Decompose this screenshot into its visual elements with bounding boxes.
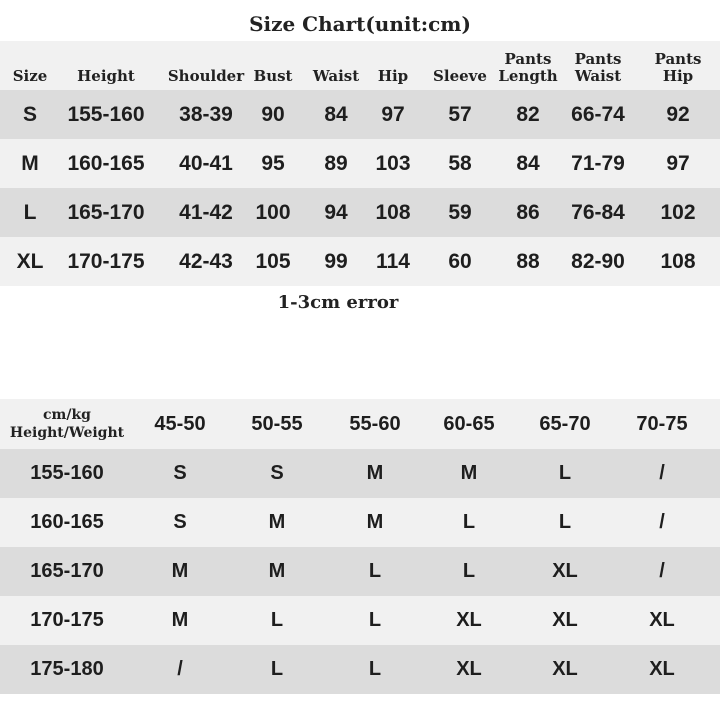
- measurement-cell: 99: [324, 249, 348, 273]
- measurement-cell: 41-42: [179, 200, 233, 224]
- header-label-line: Height: [77, 67, 135, 85]
- weight-table-row: [0, 547, 720, 596]
- measurement-cell: 155-160: [67, 102, 145, 126]
- height-weight-table: [0, 399, 720, 694]
- height-weight-corner-cell: [0, 399, 134, 449]
- size-table-header-cell: [562, 41, 634, 90]
- header-label-group: [498, 51, 557, 85]
- size-table-header-cell: [60, 41, 152, 90]
- recommended-size-cell: XL: [552, 658, 578, 680]
- measurement-cell: 82-90: [571, 249, 625, 273]
- measurement-cell: 103: [375, 151, 411, 175]
- recommended-size-cell: L: [558, 511, 572, 533]
- measurement-cell: 84: [516, 151, 540, 175]
- recommended-size-cell: L: [462, 560, 476, 582]
- header-label-group: [254, 68, 293, 85]
- weight-table-row: [0, 498, 720, 547]
- size-table-row: [0, 188, 720, 237]
- size-table-header-cell: [424, 41, 496, 90]
- size-label-cell: L: [23, 200, 37, 224]
- height-range-cell: 160-165: [30, 511, 104, 533]
- recommended-size-cell: L: [270, 609, 284, 631]
- measurement-cell: 90: [261, 102, 285, 126]
- measurement-cell: 95: [261, 151, 285, 175]
- measurement-cell: 114: [376, 249, 410, 273]
- header-label-line: Pants: [504, 50, 552, 68]
- size-table-header-cell: [305, 41, 367, 90]
- recommended-size-cell: S: [173, 462, 187, 484]
- recommended-size-cell: L: [270, 658, 284, 680]
- header-label-line: Pants: [574, 50, 622, 68]
- recommended-size-cell: XL: [456, 609, 482, 631]
- weight-table-row: [0, 449, 720, 498]
- weight-table-row: [0, 645, 720, 694]
- header-label-line: Sleeve: [433, 67, 487, 85]
- measurement-cell: 38-39: [179, 102, 233, 126]
- error-note: 1-3cm error: [277, 292, 399, 313]
- recommended-size-cell: XL: [552, 560, 578, 582]
- measurement-cell: 66-74: [571, 102, 625, 126]
- header-label-line: Pants: [654, 50, 702, 68]
- size-table-row: [0, 237, 720, 286]
- header-label-group: [77, 68, 135, 85]
- size-table-row: [0, 139, 720, 188]
- corner-unit-label: cm/kg: [43, 407, 91, 423]
- recommended-size-cell: L: [558, 462, 572, 484]
- header-label-group: [313, 68, 359, 85]
- measurement-cell: 94: [324, 200, 348, 224]
- measurement-cell: 88: [516, 249, 540, 273]
- measurement-cell: 100: [255, 200, 291, 224]
- measurement-cell: 108: [375, 200, 411, 224]
- measurement-cell: 59: [448, 200, 472, 224]
- recommended-size-cell: M: [268, 560, 286, 582]
- size-table: [0, 41, 720, 286]
- recommended-size-cell: L: [368, 609, 382, 631]
- size-table-header-row: [0, 41, 720, 90]
- header-label-group: [168, 68, 244, 85]
- recommended-size-cell: XL: [649, 658, 675, 680]
- weight-range-header-cell: 55-60: [349, 412, 401, 435]
- recommended-size-cell: /: [659, 560, 665, 582]
- size-table-header-cell: [492, 41, 564, 90]
- size-table-header-cell: [0, 41, 60, 90]
- measurement-cell: 97: [381, 102, 405, 126]
- measurement-cell: 84: [324, 102, 348, 126]
- height-range-cell: 155-160: [30, 462, 104, 484]
- size-table-header-cell: [636, 41, 720, 90]
- header-label-line: Length: [498, 67, 558, 85]
- weight-table-row: [0, 596, 720, 645]
- measurement-cell: 108: [660, 249, 696, 273]
- measurement-cell: 170-175: [67, 249, 145, 273]
- measurement-cell: 40-41: [179, 151, 233, 175]
- recommended-size-cell: M: [366, 462, 384, 484]
- measurement-cell: 97: [666, 151, 690, 175]
- size-label-cell: M: [21, 151, 39, 175]
- weight-range-header-cell: 60-65: [443, 412, 495, 435]
- measurement-cell: 71-79: [571, 151, 625, 175]
- size-table-header-cell: [245, 41, 301, 90]
- measurement-cell: 57: [448, 102, 472, 126]
- weight-range-header-cell: 65-70: [539, 412, 591, 435]
- measurement-cell: 160-165: [67, 151, 145, 175]
- recommended-size-cell: S: [173, 511, 187, 533]
- header-label-group: [433, 68, 487, 85]
- header-label-line: Size: [12, 67, 48, 85]
- weight-range-header-cell: 70-75: [636, 412, 688, 435]
- recommended-size-cell: XL: [649, 609, 675, 631]
- size-label-cell: S: [22, 102, 37, 126]
- header-label-group: [575, 51, 622, 85]
- measurement-cell: 60: [448, 249, 472, 273]
- recommended-size-cell: L: [462, 511, 476, 533]
- height-range-cell: 165-170: [30, 560, 104, 582]
- measurement-cell: 86: [516, 200, 540, 224]
- chart-title: Size Chart(unit:cm): [249, 12, 471, 36]
- size-table-header-cell: [365, 41, 421, 90]
- measurement-cell: 42-43: [179, 249, 233, 273]
- recommended-size-cell: M: [171, 560, 189, 582]
- size-table-row: [0, 90, 720, 139]
- recommended-size-cell: /: [659, 511, 665, 533]
- size-table-header-cell: [155, 41, 257, 90]
- recommended-size-cell: L: [368, 560, 382, 582]
- recommended-size-cell: L: [368, 658, 382, 680]
- recommended-size-cell: /: [659, 462, 665, 484]
- measurement-cell: 58: [448, 151, 472, 175]
- size-label-cell: XL: [16, 249, 44, 273]
- recommended-size-cell: XL: [456, 658, 482, 680]
- header-label-line: Waist: [312, 67, 360, 85]
- measurement-cell: 165-170: [67, 200, 145, 224]
- height-range-cell: 175-180: [30, 658, 104, 680]
- weight-table-header-row: [0, 399, 720, 449]
- measurement-cell: 105: [255, 249, 291, 273]
- measurement-cell: 102: [660, 200, 696, 224]
- measurement-cell: 82: [516, 102, 540, 126]
- weight-range-header-cell: 50-55: [251, 412, 303, 435]
- height-range-cell: 170-175: [30, 609, 104, 631]
- header-label-group: [378, 68, 408, 85]
- measurement-cell: 92: [666, 102, 690, 126]
- corner-axis-label: Height/Weight: [9, 425, 125, 441]
- recommended-size-cell: M: [366, 511, 384, 533]
- recommended-size-cell: XL: [552, 609, 578, 631]
- measurement-cell: 76-84: [571, 200, 625, 224]
- recommended-size-cell: S: [270, 462, 284, 484]
- header-label-line: Shoulder: [167, 67, 245, 85]
- recommended-size-cell: M: [460, 462, 478, 484]
- header-label-line: Hip: [662, 67, 694, 85]
- recommended-size-cell: M: [171, 609, 189, 631]
- header-label-group: [13, 68, 48, 85]
- header-label-line: Waist: [574, 67, 622, 85]
- header-label-line: Bust: [253, 67, 293, 85]
- measurement-cell: 89: [324, 151, 348, 175]
- header-label-line: Hip: [377, 67, 409, 85]
- recommended-size-cell: M: [268, 511, 286, 533]
- recommended-size-cell: /: [177, 658, 183, 680]
- header-label-group: [655, 51, 702, 85]
- weight-range-header-cell: 45-50: [154, 412, 206, 435]
